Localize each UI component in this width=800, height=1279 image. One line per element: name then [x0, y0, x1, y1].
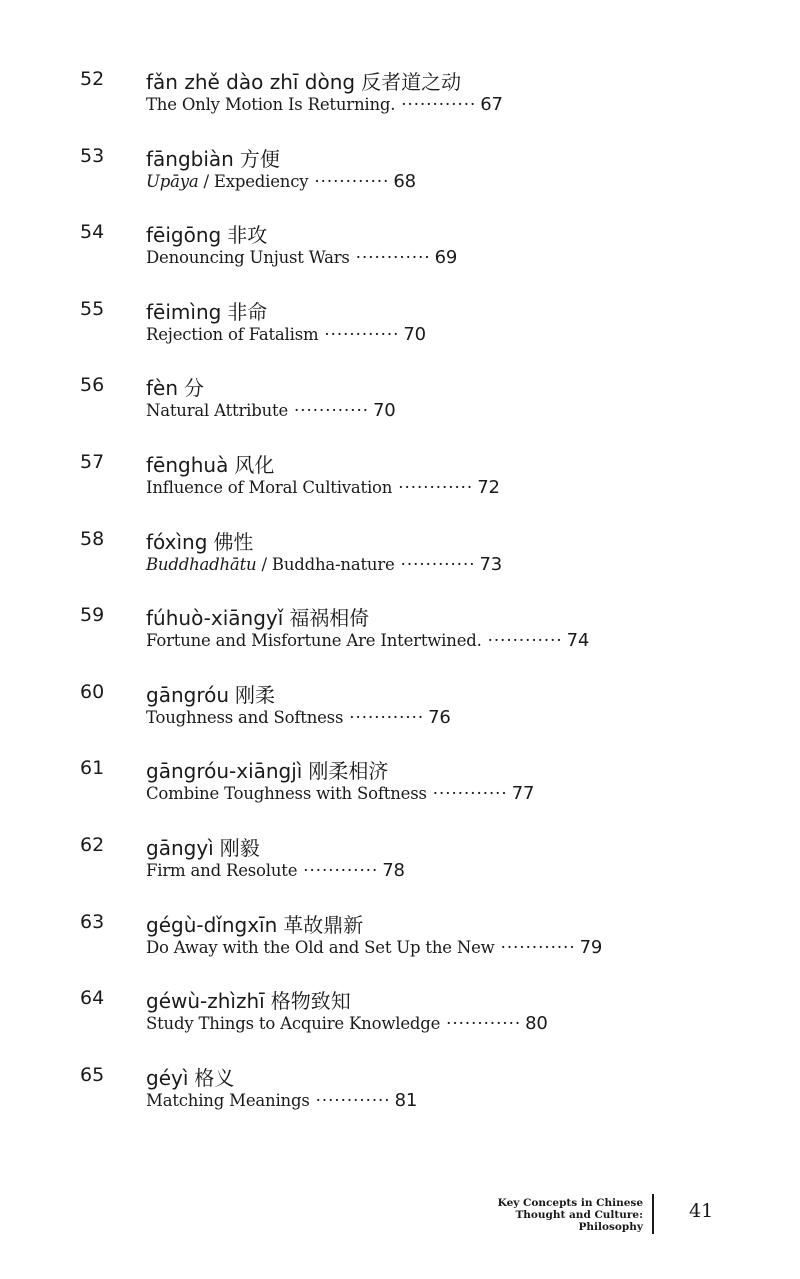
toc-entry [0, 755, 800, 815]
entry-hanzi: 反者道之动 [361, 70, 462, 94]
toc-entry [0, 602, 800, 662]
entry-page-number: 70 [372, 400, 396, 421]
entry-pinyin: fāngbiàn [146, 147, 234, 171]
dot-leader: ············ [315, 1091, 391, 1110]
entry-translation-line [146, 1090, 417, 1111]
entry-hanzi: 刚柔 [235, 683, 276, 707]
entry-translation-line [146, 707, 451, 728]
entry-pinyin: géwù-zhìzhī [146, 989, 265, 1013]
entry-pinyin: fèn [146, 376, 179, 400]
entry-english: The Only Motion Is Returning. [146, 95, 396, 114]
entry-translation-line [146, 477, 500, 498]
entry-english: Do Away with the Old and Set Up the New [146, 938, 495, 957]
entry-separator: / [256, 555, 272, 574]
entry-page-number: 69 [434, 247, 458, 268]
toc-entry [0, 143, 800, 203]
entry-translation-line [146, 937, 602, 958]
entry-pinyin: fēnghuà [146, 453, 229, 477]
entry-number: 53 [80, 145, 105, 167]
toc-entry [0, 985, 800, 1045]
entry-hanzi: 方便 [239, 147, 280, 171]
entry-hanzi: 非攻 [227, 223, 268, 247]
entry-pinyin: géyì [146, 1066, 189, 1090]
entry-number: 58 [80, 528, 105, 550]
entry-separator: / [198, 172, 214, 191]
entry-number: 60 [80, 681, 105, 703]
entry-english: Rejection of Fatalism [146, 325, 319, 344]
entry-english: Natural Attribute [146, 401, 289, 420]
entry-number: 55 [80, 298, 105, 320]
entry-english: Firm and Resolute [146, 861, 298, 880]
entry-english: Fortune and Misfortune Are Intertwined. [146, 631, 482, 650]
dot-leader: ············ [324, 325, 400, 344]
entry-number: 56 [80, 374, 105, 396]
dot-leader: ············ [349, 708, 425, 727]
entry-page-number: 74 [566, 630, 590, 651]
entry-heading [146, 66, 461, 95]
entry-number: 62 [80, 834, 105, 856]
entry-number: 64 [80, 987, 105, 1009]
entry-hanzi: 非命 [227, 300, 268, 324]
toc-entry [0, 526, 800, 586]
toc-entry [0, 679, 800, 739]
entry-page-number: 70 [403, 324, 426, 345]
entry-pinyin: gāngróu [146, 683, 230, 707]
entry-translation-line [146, 1013, 548, 1034]
dot-leader: ············ [294, 401, 369, 420]
entry-page-number: 77 [511, 783, 535, 804]
toc-entry [0, 296, 800, 356]
entry-english: Matching Meanings [146, 1091, 310, 1110]
entry-pinyin: gégù-dǐngxīn [146, 913, 278, 937]
entry-page-number: 78 [382, 860, 405, 881]
footer-title-line: Philosophy [578, 1221, 643, 1233]
entry-heading [146, 372, 204, 401]
entry-pinyin: fēimìng [146, 300, 222, 324]
entry-number: 61 [80, 757, 105, 779]
toc-entry [0, 66, 800, 126]
footer-book-title [470, 1197, 643, 1233]
dot-leader: ············ [446, 1014, 522, 1033]
entry-number: 63 [80, 911, 105, 933]
entry-page-number: 68 [393, 171, 416, 192]
dot-leader: ············ [398, 478, 474, 497]
toc-entry [0, 909, 800, 969]
entry-heading [146, 602, 369, 631]
entry-english: Toughness and Softness [146, 708, 344, 727]
entry-heading [146, 755, 388, 784]
entry-hanzi: 刚柔相济 [308, 759, 389, 783]
entry-translation-line [146, 400, 395, 421]
entry-sanskrit-term: Buddhadhātu [146, 555, 257, 574]
entry-translation-line [146, 630, 589, 651]
entry-heading [146, 1062, 234, 1091]
entry-heading [146, 679, 275, 708]
entry-translation-line [146, 554, 502, 575]
footer-divider [652, 1194, 654, 1234]
entry-number: 52 [80, 68, 105, 90]
toc-entry [0, 832, 800, 892]
entry-page-number: 72 [477, 477, 500, 498]
entry-translation-line [146, 94, 503, 115]
entry-translation-line [146, 783, 534, 804]
dot-leader: ············ [432, 784, 508, 803]
entry-page-number: 81 [394, 1090, 418, 1111]
entry-number: 59 [80, 604, 105, 626]
entry-page-number: 76 [428, 707, 451, 728]
dot-leader: ············ [487, 631, 563, 650]
entry-pinyin: gāngróu-xiāngjì [146, 759, 303, 783]
entry-heading [146, 526, 253, 555]
entry-translation-line [146, 324, 426, 345]
entry-pinyin: fóxìng [146, 530, 208, 554]
entry-english: Influence of Moral Cultivation [146, 478, 393, 497]
toc-entry [0, 372, 800, 432]
entry-pinyin: fúhuò-xiāngyǐ [146, 606, 284, 630]
entry-page-number: 73 [479, 554, 503, 575]
entry-translation-line [146, 247, 457, 268]
entry-translation-line [146, 171, 416, 192]
entry-heading [146, 449, 274, 478]
entry-english: Study Things to Acquire Knowledge [146, 1014, 441, 1033]
footer-title-line: Key Concepts in Chinese [497, 1197, 643, 1209]
entry-translation-line [146, 860, 405, 881]
toc-entry [0, 449, 800, 509]
dot-leader: ············ [355, 248, 431, 267]
entry-hanzi: 刚毅 [219, 836, 260, 860]
entry-hanzi: 格义 [194, 1066, 235, 1090]
entry-hanzi: 佛性 [213, 530, 254, 554]
dot-leader: ············ [401, 95, 477, 114]
entry-heading [146, 143, 280, 172]
entry-english: Denouncing Unjust Wars [146, 248, 350, 267]
entry-number: 65 [80, 1064, 105, 1086]
entry-heading [146, 909, 363, 938]
dot-leader: ············ [303, 861, 379, 880]
entry-hanzi: 分 [184, 376, 205, 400]
entry-number: 54 [80, 221, 105, 243]
entry-english: Combine Toughness with Softness [146, 784, 427, 803]
entry-page-number: 79 [579, 937, 603, 958]
dot-leader: ············ [314, 172, 390, 191]
entry-hanzi: 福祸相倚 [289, 606, 370, 630]
entry-number: 57 [80, 451, 105, 473]
entry-hanzi: 格物致知 [270, 989, 351, 1013]
entry-pinyin: gāngyì [146, 836, 214, 860]
toc-entry [0, 219, 800, 279]
entry-hanzi: 风化 [234, 453, 275, 477]
toc-entry [0, 1062, 800, 1122]
page-number: 41 [689, 1200, 714, 1222]
dot-leader: ············ [400, 555, 476, 574]
entry-sanskrit-term: Upāya [146, 172, 199, 191]
entry-page-number: 80 [525, 1013, 548, 1034]
entry-pinyin: fǎn zhě dào zhī dòng [146, 70, 356, 94]
entry-heading [146, 985, 351, 1014]
entry-english: Expediency [213, 172, 309, 191]
entry-hanzi: 革故鼎新 [283, 913, 364, 937]
entry-heading [146, 219, 267, 248]
entry-page-number: 67 [480, 94, 503, 115]
entry-heading [146, 832, 260, 861]
entry-heading [146, 296, 267, 325]
dot-leader: ············ [500, 938, 576, 957]
entry-english: Buddha-nature [271, 555, 395, 574]
entry-pinyin: fēigōng [146, 223, 222, 247]
footer-title-line: Thought and Culture: [515, 1209, 643, 1221]
